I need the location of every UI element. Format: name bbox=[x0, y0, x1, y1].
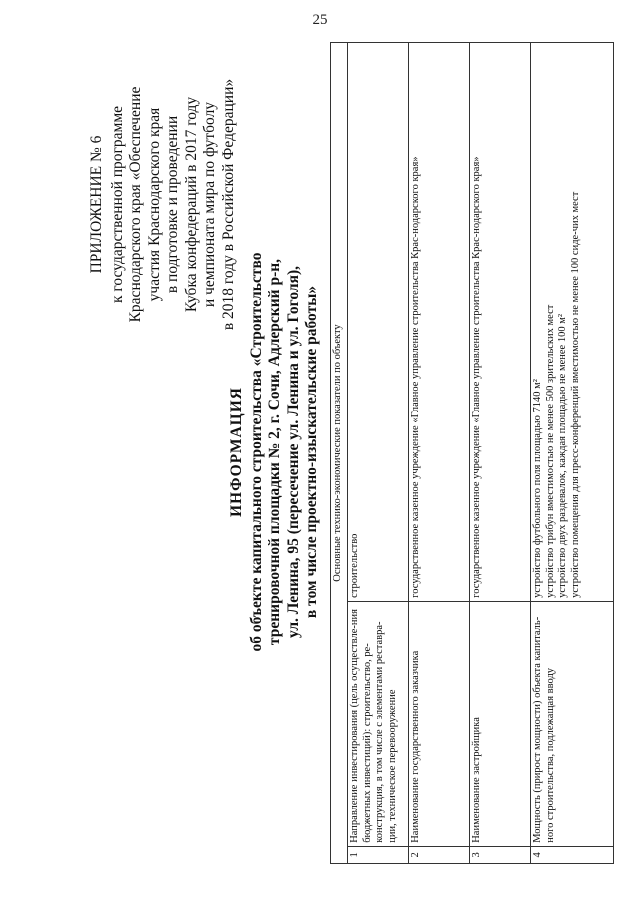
table-row bbox=[531, 43, 614, 864]
row-value bbox=[531, 43, 614, 602]
row-label: Наименование застройщика bbox=[470, 601, 531, 846]
row-number: 3 bbox=[470, 846, 531, 863]
appendix-block bbox=[88, 62, 238, 347]
row-value-line: государственное казенное учреждение «Главное управление строительства Крас-нодарского края» bbox=[410, 156, 421, 598]
heading-line: об объекте капитального строительства «Строительство bbox=[247, 252, 265, 652]
table-row bbox=[470, 43, 531, 864]
appendix-line: Краснодарского края «Обеспечение bbox=[127, 86, 144, 323]
row-value bbox=[470, 43, 531, 602]
appendix-line: в 2018 году в Российской Федерации» bbox=[219, 78, 237, 331]
table-header: Основные технико-экономические показатели по объекту bbox=[331, 43, 348, 864]
row-label: Наименование государственного заказчика bbox=[409, 601, 470, 846]
row-value-line: устройство помещения для пресс-конференций вместимостью не менее 100 сиде-чих мест bbox=[569, 191, 581, 598]
table-row bbox=[348, 43, 409, 864]
appendix-line: Кубка конфедераций в 2017 году bbox=[182, 96, 200, 313]
appendix-line: к государственной программе bbox=[108, 105, 126, 304]
row-value-line: устройство трибун вместимостью не менее 500 зрительских мест bbox=[544, 304, 556, 598]
page-number: 25 bbox=[312, 12, 328, 28]
row-number: 2 bbox=[409, 846, 470, 863]
appendix-title: ПРИЛОЖЕНИЕ № 6 bbox=[88, 135, 105, 274]
heading-line: тренировочной площадки № 2, г. Сочи, Адлерский р-н, bbox=[266, 258, 283, 646]
row-number: 1 bbox=[348, 846, 409, 863]
document-heading bbox=[228, 162, 322, 742]
appendix-line: в подготовке и проведении bbox=[164, 115, 181, 294]
table-header-row bbox=[331, 43, 348, 864]
table-row bbox=[409, 43, 470, 864]
row-value-line: государственное казенное учреждение «Главное управление строительства Крас-нодарского края» bbox=[471, 156, 482, 598]
heading-line: ул. Ленина, 95 (пересечение ул. Ленина и ул. Гоголя), bbox=[284, 266, 302, 638]
row-value-line: устройство футбольного поля площадью 7140 м² bbox=[532, 379, 543, 598]
row-value bbox=[409, 43, 470, 602]
rotated-page-content bbox=[38, 32, 581, 872]
appendix-line: участия Краснодарского края bbox=[145, 107, 163, 302]
info-table bbox=[330, 42, 614, 864]
row-value bbox=[348, 43, 409, 602]
row-value-line: строительство bbox=[349, 533, 360, 598]
row-label: Мощность (прирост мощности) объекта капиталь-ного строительства, подлежащая вводу bbox=[531, 601, 614, 846]
row-value-line: устройство двух раздевалок, каждая площадью не менее 100 м² bbox=[557, 314, 568, 598]
row-label: Направление инвестирования (цель осуществле-ния бюджетных инвестиций): строительство, ре-конструкция, в том числе с элементами реставра-ции, техническое перевооружение bbox=[348, 601, 409, 846]
heading-title: ИНФОРМАЦИЯ bbox=[228, 387, 245, 517]
row-number: 4 bbox=[531, 846, 614, 863]
heading-line: в том числе проектно-изыскательские работы» bbox=[303, 285, 320, 619]
appendix-line: и чемпионата мира по футболу bbox=[201, 101, 218, 308]
